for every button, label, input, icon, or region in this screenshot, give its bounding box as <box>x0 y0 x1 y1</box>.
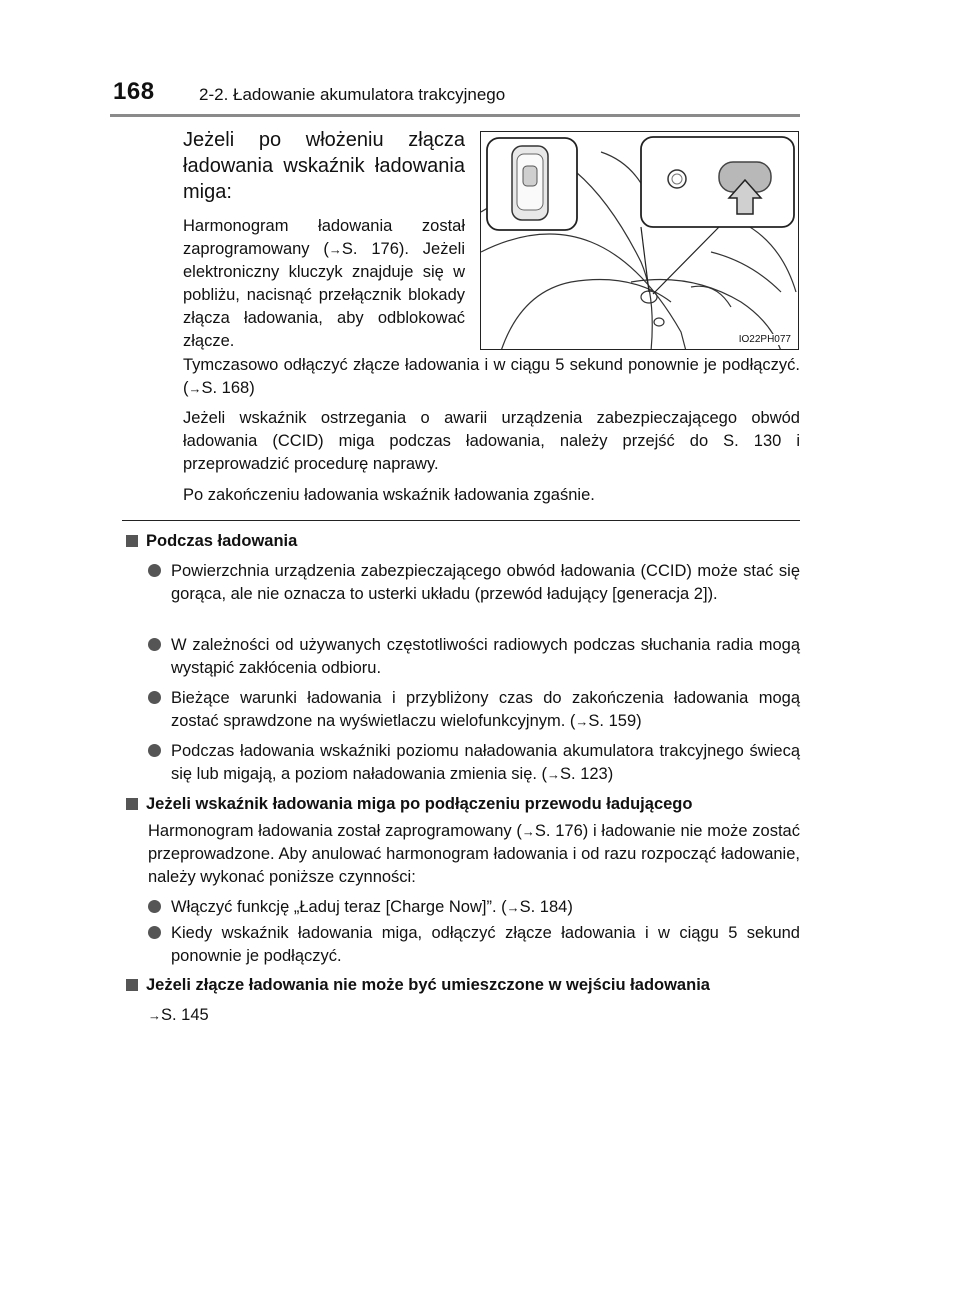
illustration-code: IO22PH077 <box>738 334 791 345</box>
lead-body: Harmonogram ładowania został zaprogramowany (→S. 176). Jeżeli elektroniczny kluczyk znajduje się w pobliżu, nacisnąć przełącznik blokady złącza ładowania, aby odblokować złącze. <box>183 217 465 350</box>
lead-block <box>183 127 465 353</box>
square-bullet-icon <box>126 798 138 810</box>
list-item: Powierzchnia urządzenia zabezpieczającego obwód ładowania (CCID) może stać się gorąca, ale nie oznacza to usterki układu (przewód ładujący [generacja 2]). <box>148 560 800 606</box>
arrow-icon: → <box>575 714 589 729</box>
page-ref-link[interactable]: S. 176 <box>534 822 583 840</box>
list-item: Podczas ładowania wskaźniki poziomu naładowania akumulatora trakcyjnego świecą się lub migają, a poziom naładowania zmienia się. (→S. 123) <box>148 740 800 786</box>
round-bullet-icon <box>148 744 161 757</box>
paragraph-schedule: Harmonogram ładowania został zaprogramowany (→S. 176) i ładowanie nie może zostać przeprowadzone. Aby anulować harmonogram ładowania i od razu rozpocząć ładowanie, należy wykonać poniższe czynności: <box>148 822 800 886</box>
arrow-icon: → <box>148 1008 161 1023</box>
section-divider <box>122 520 800 521</box>
page-number: 168 <box>113 78 155 105</box>
arrow-icon: → <box>521 824 535 839</box>
page-ref-link[interactable]: S. 176 <box>341 240 399 258</box>
arrow-icon: → <box>506 900 520 915</box>
list-item: Włączyć funkcję „Ładuj teraz [Charge Now]”. (→S. 184) <box>148 896 800 919</box>
page-ref-link[interactable]: S. 168 <box>201 379 250 397</box>
round-bullet-icon <box>148 900 161 913</box>
section-heading-charging: Podczas ładowania <box>126 530 800 553</box>
page-ref-link[interactable]: S. 123 <box>560 765 608 783</box>
arrow-icon: → <box>547 767 561 782</box>
list-item: Bieżące warunki ładowania i przybliżony czas do zakończenia ładowania mogą zostać sprawdzone na wyświetlaczu wielofunkcyjnym. (→S. 159) <box>148 687 800 733</box>
arrow-icon: → <box>328 242 342 257</box>
page-ref-link[interactable]: S. 159 <box>588 712 637 730</box>
square-bullet-icon <box>126 535 138 547</box>
section-heading-connector: Jeżeli złącze ładowania nie może być umieszczone w wejściu ładowania <box>126 974 800 997</box>
round-bullet-icon <box>148 564 161 577</box>
section-title: 2-2. Ładowanie akumulatora trakcyjnego <box>199 85 506 104</box>
paragraph-ccid: Jeżeli wskaźnik ostrzegania o awarii urządzenia zabezpieczającego obwód ładowania (CCID) miga podczas ładowania, należy przejść do S. 130 i przeprowadzić procedurę naprawy. <box>183 409 800 473</box>
charging-port-illustration <box>480 131 799 350</box>
arrow-icon: → <box>188 381 202 396</box>
list-item: Kiedy wskaźnik ładowania miga, odłączyć złącze ładowania i w ciągu 5 sekund ponownie je podłączyć. <box>148 922 800 968</box>
page-ref-link[interactable]: S. 184 <box>519 898 568 916</box>
round-bullet-icon <box>148 926 161 939</box>
paragraph-connector-ref <box>148 1004 800 1027</box>
paragraph-reconnect: Tymczasowo odłączyć złącze ładowania i w ciągu 5 sekund ponownie je podłączyć. (→S. 168) <box>183 356 800 397</box>
square-bullet-icon <box>126 979 138 991</box>
paragraph-end: Po zakończeniu ładowania wskaźnik ładowania zgaśnie. <box>183 486 595 504</box>
round-bullet-icon <box>148 691 161 704</box>
lead-heading: Jeżeli po włożeniu złącza ładowania wskaźnik ładowania miga: <box>183 129 465 203</box>
section-heading-blinking: Jeżeli wskaźnik ładowania miga po podłączeniu przewodu ładującego <box>126 793 800 816</box>
header-rule <box>110 114 800 117</box>
round-bullet-icon <box>148 638 161 651</box>
page-ref-link[interactable]: S. 145 <box>161 1006 209 1024</box>
illustration-drawing <box>481 132 799 350</box>
list-item: W zależności od używanych częstotliwości radiowych podczas słuchania radia mogą wystąpić zakłócenia odbioru. <box>148 634 800 680</box>
